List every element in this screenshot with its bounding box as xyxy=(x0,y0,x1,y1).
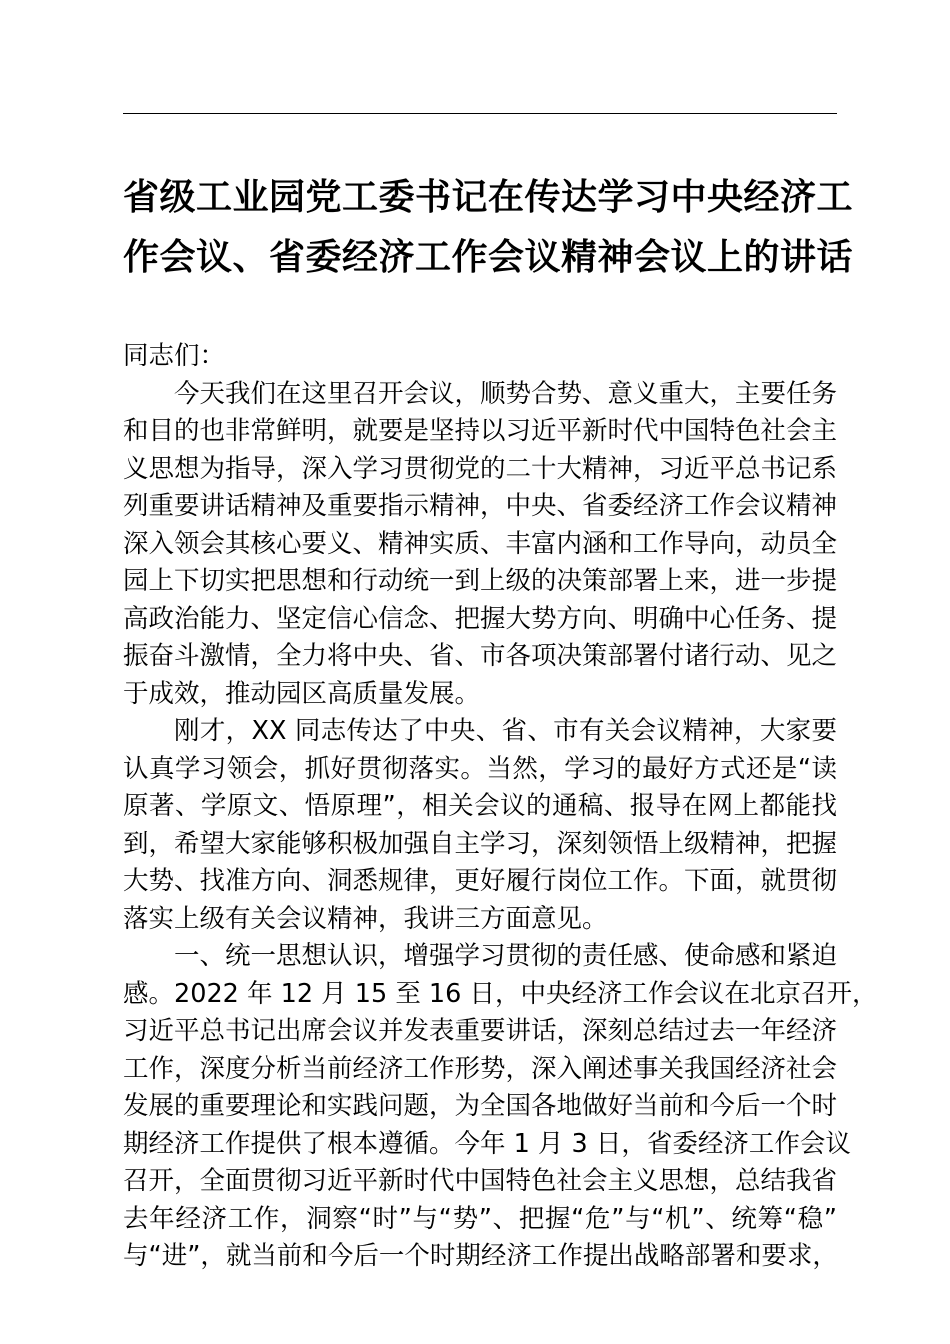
paragraph-line: 深入领会其核心要义、精神实质、丰富内涵和工作导向，动员全 xyxy=(123,528,838,559)
paragraph-line: 今天我们在这里召开会议，顺势合势、意义重大，主要任务 xyxy=(174,378,838,409)
paragraph-line: 于成效，推动园区高质量发展。 xyxy=(123,678,481,709)
paragraph-line: 工作，深度分析当前经济工作形势，深入阐述事关我国经济社会 xyxy=(123,1053,838,1084)
paragraph-line: 列重要讲话精神及重要指示精神，中央、省委经济工作会议精神 xyxy=(123,491,838,521)
paragraph-line: 发展的重要理论和实践问题，为全国各地做好当前和今后一个时 xyxy=(123,1091,838,1121)
paragraph-line: 与“进”，就当前和今后一个时期经济工作提出战略部署和要求， xyxy=(123,1241,838,1271)
paragraph-line: 感。2022 年 12 月 15 至 16 日，中央经济工作会议在北京召开， xyxy=(123,978,878,1009)
title-line: 作会议、省委经济工作会议精神会议上的讲话 xyxy=(123,237,854,278)
paragraph-line: 召开，全面贯彻习近平新时代中国特色社会主义思想，总结我省 xyxy=(123,1166,838,1196)
paragraph-line: 大势、找准方向、洞悉规律，更好履行岗位工作。下面，就贯彻 xyxy=(123,866,838,896)
paragraph-line: 到，希望大家能够积极加强自主学习，深刻领悟上级精神，把握 xyxy=(123,828,838,859)
paragraph-line: 高政治能力、坚定信心信念、把握大势方向、明确中心任务、提 xyxy=(123,603,838,634)
paragraph-line: 期经济工作提供了根本遵循。今年 1 月 3 日，省委经济工作会议 xyxy=(123,1128,851,1159)
paragraph-line: 一、统一思想认识，增强学习贯彻的责任感、使命感和紧迫 xyxy=(174,941,838,971)
paragraph-2 xyxy=(123,713,837,938)
paragraph-line: 和目的也非常鲜明，就要是坚持以习近平新时代中国特色社会主 xyxy=(123,416,838,446)
title-line: 省级工业园党工委书记在传达学习中央经济工 xyxy=(123,177,854,218)
document-body xyxy=(123,338,878,1276)
paragraph-line: 刚才，XX 同志传达了中央、省、市有关会议精神，大家要 xyxy=(174,716,837,746)
paragraph-line: 原著、学原文、悟原理”，相关会议的通稿、报导在网上都能找 xyxy=(123,791,837,821)
header-rule xyxy=(123,113,837,114)
paragraph-line: 园上下切实把思想和行动统一到上级的决策部署上来，进一步提 xyxy=(123,566,838,596)
paragraph-1 xyxy=(123,376,837,714)
paragraph-3 xyxy=(123,938,878,1276)
document-title xyxy=(123,168,854,288)
paragraph-line: 去年经济工作，洞察“时”与“势”、把握“危”与“机”、统筹“稳” xyxy=(123,1203,837,1234)
paragraph-line: 义思想为指导，深入学习贯彻党的二十大精神，习近平总书记系 xyxy=(123,453,838,484)
paragraph-line: 习近平总书记出席会议并发表重要讲话，深刻总结过去一年经济 xyxy=(123,1016,838,1046)
paragraph-line: 认真学习领会，抓好贯彻落实。当然，学习的最好方式还是“读 xyxy=(123,753,837,784)
salutation: 同志们： xyxy=(123,341,226,371)
paragraph-line: 振奋斗激情，全力将中央、省、市各项决策部署付诸行动、见之 xyxy=(123,641,838,671)
paragraph-line: 落实上级有关会议精神，我讲三方面意见。 xyxy=(123,903,608,934)
